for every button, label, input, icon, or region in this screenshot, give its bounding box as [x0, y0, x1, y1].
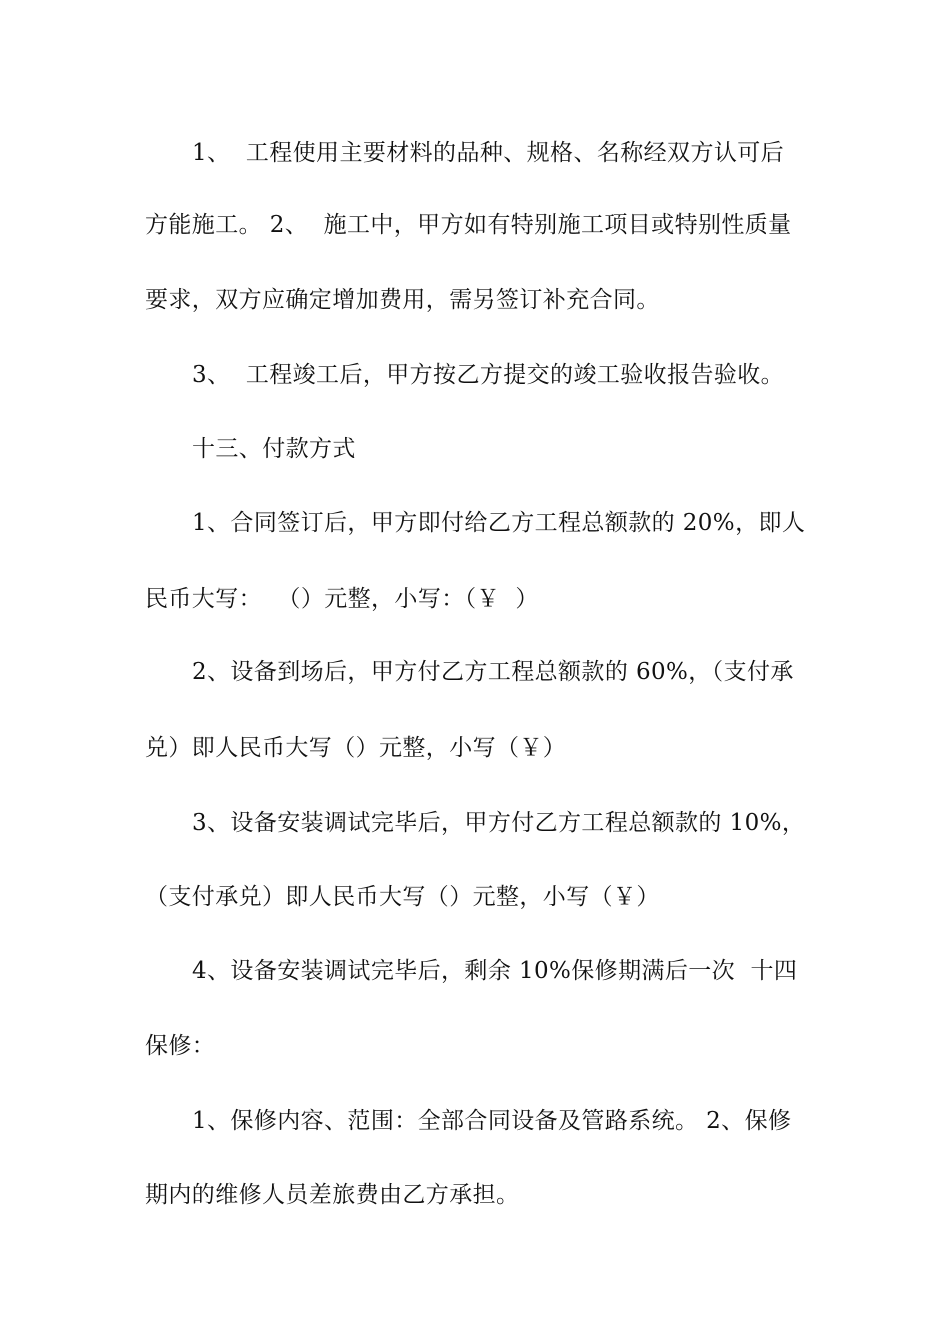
- text-line-6: 1、合同签订后，甲方即付给乙方工程总额款的 20%，即人: [192, 510, 806, 536]
- text-line-11: （支付承兑）即人民币大写（）元整，小写（￥）: [145, 884, 660, 910]
- text-line-7: 民币大写： （）元整，小写：（￥ ）: [145, 586, 539, 612]
- text-line-3: 要求，双方应确定增加费用，需另签订补充合同。: [145, 287, 660, 313]
- text-line-2: 方能施工。 2、 施工中，甲方如有特别施工项目或特别性质量: [145, 212, 792, 238]
- section-heading-payment: 十三、付款方式: [192, 436, 356, 462]
- text-line-9: 兑）即人民币大写（）元整，小写（￥）: [145, 735, 567, 761]
- text-line-4: 3、 工程竣工后，甲方按乙方提交的竣工验收报告验收。: [192, 362, 785, 388]
- text-line-10: 3、设备安装调试完毕后，甲方付乙方工程总额款的 10%，: [192, 810, 806, 836]
- text-line-12: 4、设备安装调试完毕后，剩余 10%保修期满后一次 十四: [192, 958, 798, 984]
- text-line-8: 2、设备到场后，甲方付乙方工程总额款的 60%，（支付承: [192, 659, 794, 685]
- text-line-13: 保修：: [145, 1033, 216, 1059]
- text-line-1: 1、 工程使用主要材料的品种、规格、名称经双方认可后: [192, 140, 785, 166]
- text-line-14: 1、保修内容、范围：全部合同设备及管路系统。 2、保修: [192, 1108, 792, 1134]
- text-line-15: 期内的维修人员差旅费由乙方承担。: [145, 1182, 520, 1208]
